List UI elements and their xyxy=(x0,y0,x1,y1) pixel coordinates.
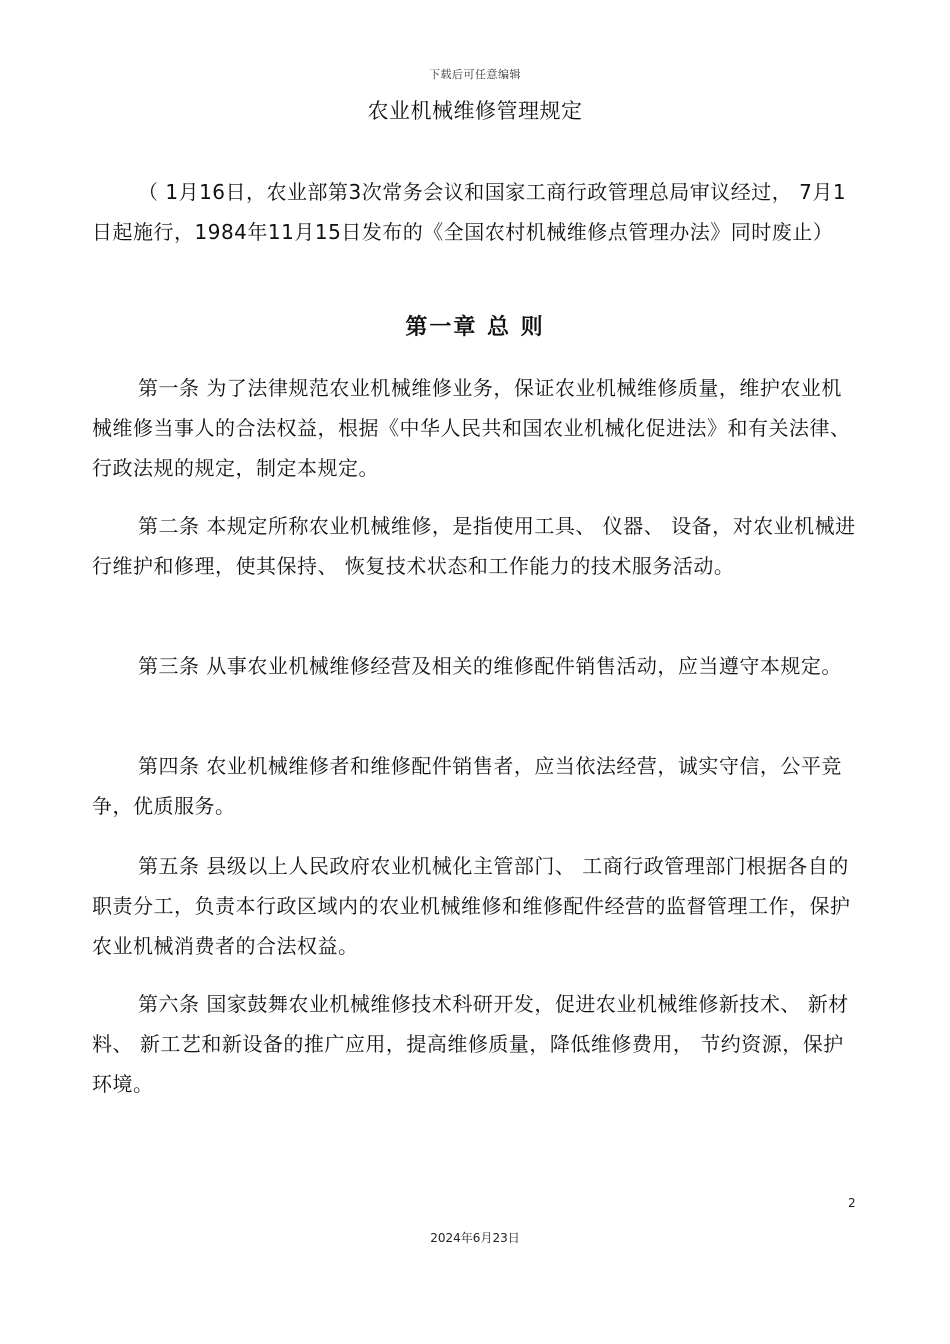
header-note: 下载后可任意编辑 xyxy=(429,68,521,81)
article-6: 第六条 国家鼓舞农业机械维修技术科研开发，促进农业机械维修新技术、 新材料、 新工艺和新设备的推广应用，提高维修质量，降低维修费用， 节约资源，保护环境。 xyxy=(92,992,849,1096)
article-3: 第三条 从事农业机械维修经营及相关的维修配件销售活动，应当遵守本规定。 xyxy=(138,654,842,678)
document-title: 农业机械维修管理规定 xyxy=(367,99,583,123)
intro-paragraph: （ 1月16日，农业部第3次常务会议和国家工商行政管理总局审议经过， 7月1日起施行，1984年11月15日发布的《全国农村机械维修点管理办法》同时废止） xyxy=(92,180,847,244)
footer-date: 2024年6月23日 xyxy=(430,1231,520,1245)
page-number: 2 xyxy=(848,1196,856,1210)
article-1: 第一条 为了法律规范农业机械维修业务，保证农业机械维修质量，维护农业机械维修当事人的合法权益，根据《中华人民共和国农业机械化促进法》和有关法律、 行政法规的规定，制定本规定。 xyxy=(92,376,851,480)
article-4: 第四条 农业机械维修者和维修配件销售者，应当依法经营，诚实守信，公平竞争，优质服务。 xyxy=(92,754,842,818)
article-5: 第五条 县级以上人民政府农业机械化主管部门、 工商行政管理部门根据各自的职责分工，负责本行政区域内的农业机械维修和维修配件经营的监督管理工作，保护农业机械消费者的合法权益。 xyxy=(92,854,851,958)
article-2: 第二条 本规定所称农业机械维修，是指使用工具、 仪器、 设备，对农业机械进行维护和修理，使其保持、 恢复技术状态和工作能力的技术服务活动。 xyxy=(92,514,856,578)
chapter-heading: 第一章 总 则 xyxy=(405,315,545,340)
